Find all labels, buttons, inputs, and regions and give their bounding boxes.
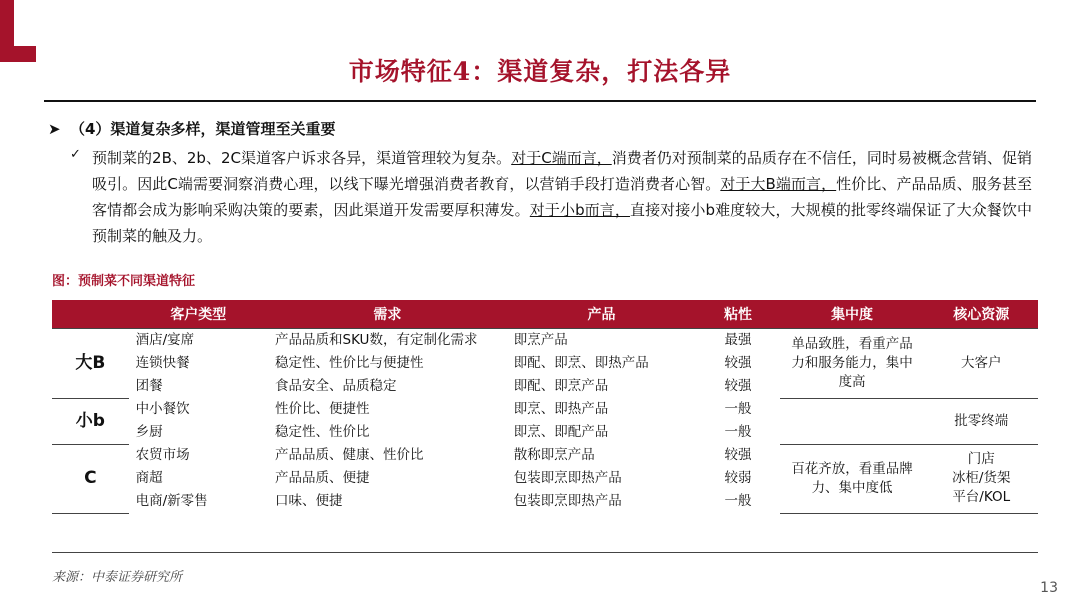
table-cell-customer: 团餐 (135, 378, 163, 394)
body-paragraph-block (70, 145, 1032, 249)
table-cell-stickiness: 一般 (724, 424, 752, 440)
table-cell-concentration: 百花齐放，看重品牌力、集中度低 (780, 444, 925, 513)
section-heading (48, 118, 1036, 139)
table-cell-stickiness: 一般 (724, 493, 752, 509)
table-cell-demand: 食品安全、品质稳定 (275, 378, 397, 394)
table-cell-stickiness: 较弱 (724, 470, 752, 486)
body-paragraph (92, 145, 1032, 249)
page-title: 市场特征4：渠道复杂，打法各异 (348, 57, 732, 86)
table-col-header-0 (52, 300, 129, 329)
table-cell-demand: 产品品质和SKU数，有定制化需求 (275, 332, 478, 348)
table-cell-customer: 连锁快餐 (135, 355, 190, 371)
table-cell-demand: 口味、便捷 (275, 493, 343, 509)
table-cell-product: 即烹、即配产品 (513, 424, 609, 440)
table-cell-demand: 性价比、便捷性 (275, 401, 370, 417)
table-group-label: 小b (52, 398, 129, 444)
table-cell-demand: 产品品质、便捷 (275, 470, 370, 486)
table-cell-core-resource: 批零终端 (924, 398, 1038, 444)
table-col-header-5: 集中度 (780, 300, 925, 329)
figure-label: 图：预制菜不同渠道特征 (52, 274, 196, 289)
table-cell-stickiness: 较强 (724, 447, 752, 463)
table-col-header-4: 粘性 (696, 300, 779, 329)
table-cell-product: 散称即烹产品 (513, 447, 595, 463)
table-cell-customer: 酒店/宴席 (135, 332, 195, 348)
table-cell-concentration (780, 398, 925, 444)
paragraph-run-1: 对于C端而言， (511, 149, 612, 167)
table-cell-product: 包装即烹即热产品 (513, 470, 622, 486)
table-cell-stickiness: 较强 (724, 355, 752, 371)
table-cell-concentration: 单品致胜，看重产品力和服务能力，集中度高 (780, 329, 925, 399)
table-group-label: C (52, 444, 129, 513)
table-header (52, 300, 1038, 329)
table-cell-demand: 稳定性、性价比与便捷性 (275, 355, 424, 371)
table-cell-stickiness: 最强 (724, 332, 752, 348)
table-row (52, 329, 1038, 353)
table-cell-stickiness: 较强 (724, 378, 752, 394)
paragraph-run-2: 消费者仍对预制菜的品质存在不信任，同时易被概念营销、促销吸引。因此C端需要洞察消费心理，以线下曝光增强消费者教育，以营销手段打造消费者心智。 (92, 149, 1032, 193)
table-cell-stickiness: 一般 (724, 401, 752, 417)
table-cell-customer: 乡厨 (135, 424, 163, 440)
table-bottom-rule (52, 552, 1038, 553)
section-heading-text: （4）渠道复杂多样，渠道管理至关重要 (70, 120, 336, 138)
table-cell-product: 即烹、即热产品 (513, 401, 609, 417)
table-cell-demand: 稳定性、性价比 (275, 424, 370, 440)
table-cell-product: 即配、即烹产品 (513, 378, 609, 394)
source-note: 来源：中泰证券研究所 (52, 570, 183, 585)
paragraph-run-4: 性价比、产品品质、服务甚至客情都会成为影响采购决策的要素，因此渠道开发需要厚积薄发。 (92, 175, 1032, 219)
corner-decoration-cut (14, 0, 36, 46)
table-cell-core-resource: 门店 冰柜/货架 平台/KOL (924, 444, 1038, 513)
table-cell-demand: 产品品质、健康、性价比 (275, 447, 424, 463)
table-cell-product: 包装即烹即热产品 (513, 493, 622, 509)
bullet-marker-icon: ➤ (48, 120, 61, 138)
title-divider (44, 100, 1036, 102)
table-cell-core-resource: 大客户 (924, 329, 1038, 399)
table-cell-customer: 中小餐饮 (135, 401, 190, 417)
paragraph-run-0: 预制菜的2B、2b、2C渠道客户诉求各异，渠道管理较为复杂。 (92, 149, 512, 167)
table-cell-customer: 农贸市场 (135, 447, 190, 463)
paragraph-run-6: 直接对接小b难度较大，大规模的批零终端保证了大众餐饮中预制菜的触及力。 (92, 201, 1032, 245)
table-header-row (52, 300, 1038, 329)
table-body (52, 329, 1038, 514)
table-cell-product: 即配、即烹、即热产品 (513, 355, 649, 371)
channel-characteristics-table (52, 300, 1038, 514)
table-col-header-6: 核心资源 (924, 300, 1038, 329)
table-row (52, 398, 1038, 421)
table-col-header-1: 客户类型 (129, 300, 268, 329)
table-cell-customer: 商超 (135, 470, 163, 486)
table-row (52, 444, 1038, 467)
table-col-header-3: 产品 (507, 300, 697, 329)
paragraph-run-5: 对于小b而言， (529, 201, 630, 219)
table-group-label: 大B (52, 329, 129, 399)
table-cell-product: 即烹产品 (513, 332, 568, 348)
check-marker-icon: ✓ (70, 147, 81, 162)
table-col-header-2: 需求 (268, 300, 507, 329)
table-cell-customer: 电商/新零售 (135, 493, 208, 509)
paragraph-run-3: 对于大B端而言， (720, 175, 837, 193)
page-number: 13 (1040, 580, 1058, 596)
